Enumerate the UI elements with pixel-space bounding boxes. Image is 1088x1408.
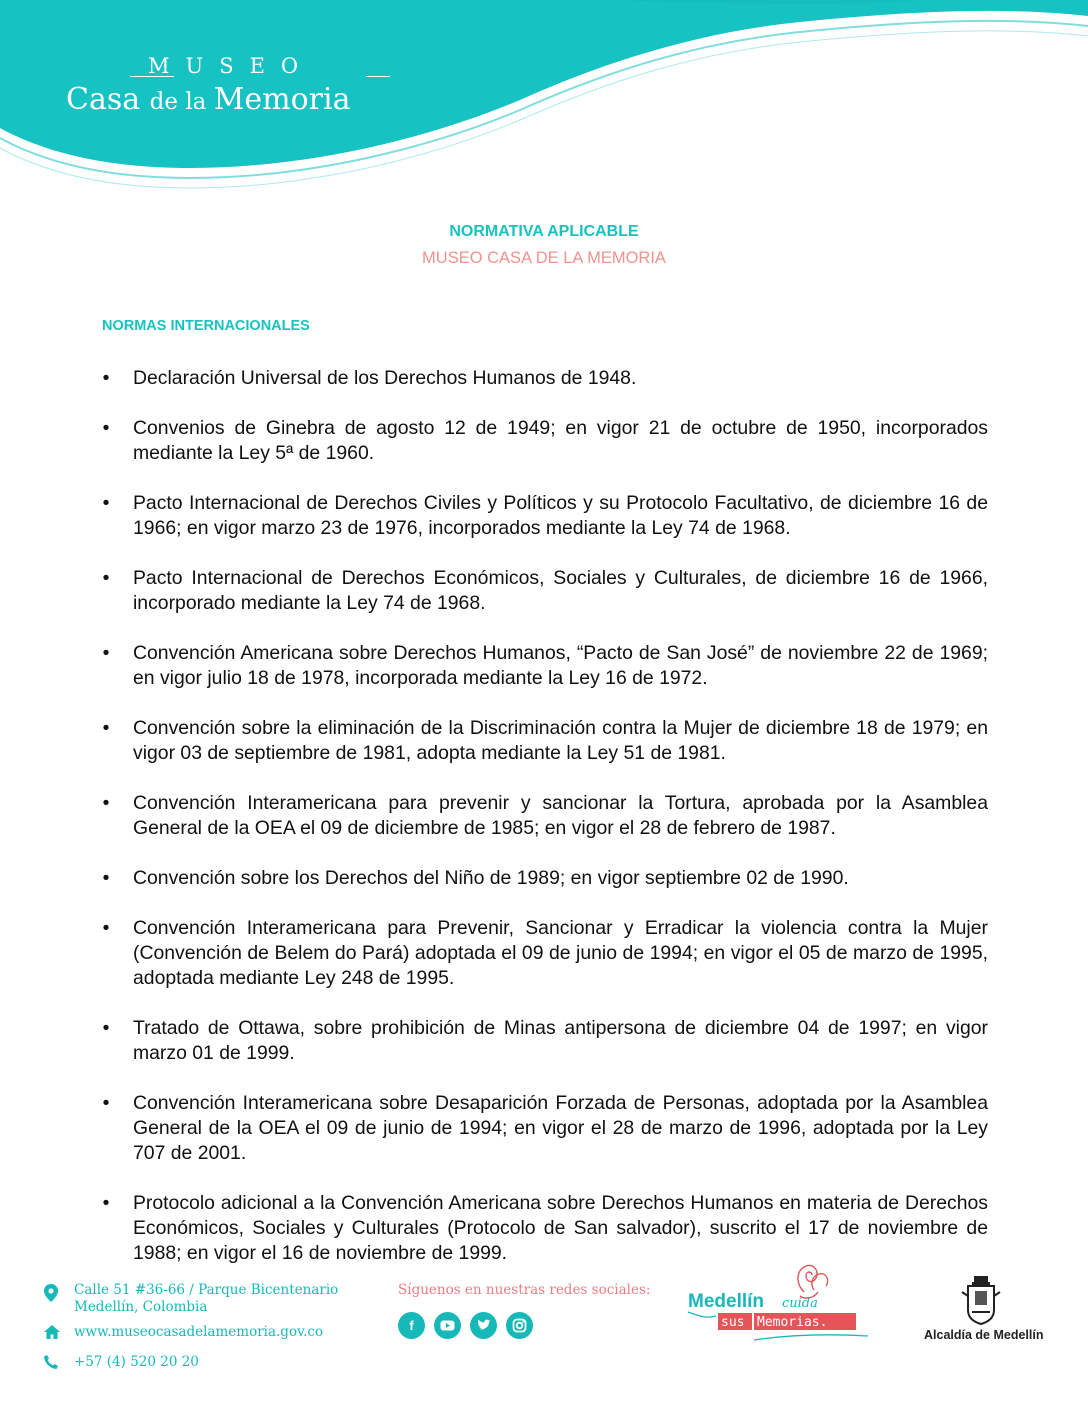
logo-main-casa: Casa [66,82,150,117]
address-line-1: Calle 51 #36-66 / Parque Bicentenario [74,1282,339,1298]
list-item [100,716,988,766]
coat-of-arms-icon [958,1276,1004,1326]
list-item-text: Convención sobre la eliminación de la Discriminación contra la Mujer de diciembre 18 de 1979; en vigor 03 de septiembre de 1981, adopta mediante la Ley 51 de 1981. [133,717,988,764]
list-item-text: Convención sobre los Derechos del Niño de 1989; en vigor septiembre 02 de 1990. [133,867,849,889]
list-item-text: Convención Interamericana para Prevenir, Sancionar y Erradicar la violencia contra la Mujer (Convención de Belem do Pará) adoptada el 09 de junio de 1994; en vigor el 05 de marzo de 1995, adoptada mediante Ley 248 de 1995. [133,917,988,989]
logo-main-de-la: de la [149,89,214,115]
list-item-text: Convención Americana sobre Derechos Humanos, “Pacto de San José” de noviembre 22 de 1969; en vigor julio 18 de 1978, incorporada mediante la Ley 16 de 1972. [133,642,988,689]
bullet-icon: • [102,792,110,814]
bullet-icon: • [102,917,110,939]
page-footer [0,1262,1088,1408]
bullet-icon: • [102,867,110,889]
list-item-text: Convención Interamericana para prevenir y sancionar la Tortura, aprobada por la Asamblea General de la OEA el 09 de diciembre de 1985; en vigor el 28 de febrero de 1987. [133,792,988,839]
alcaldia-name: Alcaldía de Medellín [924,1328,1044,1342]
list-item [100,866,988,891]
list-item [100,916,988,991]
twitter-icon[interactable] [470,1312,497,1339]
list-item-text: Protocolo adicional a la Convención Americana sobre Derechos Humanos en materia de Derechos Económicos, Sociales y Culturales (Protocolo de San salvador), suscrito el 17 de noviembre de 1988; en vigor el 16 de noviembre de 1999. [133,1192,988,1264]
section-heading: NORMAS INTERNACIONALES [102,318,310,334]
list-item-text: Pacto Internacional de Derechos Económicos, Sociales y Culturales, de diciembre 16 de 1966, incorporado mediante la Ley 74 de 1968. [133,567,988,614]
list-item [100,1191,988,1266]
bullet-icon: • [102,1092,110,1114]
phone-number: +57 (4) 520 20 20 [74,1354,199,1370]
bullet-icon: • [102,417,110,439]
bullet-icon: • [102,1192,110,1214]
logo-main-memoria: Memoria [213,82,351,117]
bullet-icon: • [102,1017,110,1039]
campaign-cuida: cuida [782,1296,818,1311]
bullet-icon: • [102,567,110,589]
website-link[interactable]: www.museocasadelamemoria.gov.co [74,1324,324,1340]
list-item [100,366,988,391]
document-subtitle: MUSEO CASA DE LA MEMORIA [422,249,666,267]
youtube-icon[interactable] [434,1312,461,1339]
norms-list [100,366,988,1291]
bullet-icon: • [102,717,110,739]
bullet-icon: • [102,642,110,664]
phone-icon [44,1355,58,1369]
list-item [100,791,988,841]
list-item [100,491,988,541]
list-item-text: Convención Interamericana sobre Desaparición Forzada de Personas, adoptada por la Asamblea General de la OEA el 09 de junio de 1994; en vigor el 28 de marzo de 1996, adoptada por la Ley 707 de 2001. [133,1092,988,1164]
list-item [100,1016,988,1066]
address-line-2: Medellín, Colombia [74,1299,208,1315]
list-item [100,641,988,691]
campaign-sus: sus [721,1315,745,1330]
medellin-cuida-memorias-logo [684,1262,884,1352]
list-item-text: Declaración Universal de los Derechos Humanos de 1948. [133,367,637,389]
document-title: NORMATIVA APLICABLE [449,223,639,240]
instagram-icon[interactable] [506,1312,533,1339]
campaign-medellin: Medellín [688,1291,765,1312]
list-item-text: Convenios de Ginebra de agosto 12 de 1949; en vigor 21 de octubre de 1950, incorporados mediante la Ley 5ª de 1960. [133,417,988,464]
list-item [100,416,988,466]
list-item-text: Tratado de Ottawa, sobre prohibición de Minas antipersona de diciembre 04 de 1997; en vigor marzo 01 de 1999. [133,1017,988,1064]
logo-top-text: MUSEO [148,54,315,78]
bullet-icon: • [102,492,110,514]
location-pin-icon [44,1284,58,1302]
facebook-icon[interactable]: f [398,1312,425,1339]
list-item [100,566,988,616]
list-item-text: Pacto Internacional de Derechos Civiles y Políticos y su Protocolo Facultativo, de diciembre 16 de 1966; en vigor marzo 23 de 1976, incorporados mediante la Ley 74 de 1968. [133,492,988,539]
home-icon [44,1325,60,1339]
list-item [100,1091,988,1166]
campaign-memorias: Memorias. [757,1315,828,1330]
logo-main-text [66,82,351,117]
logo-rule-right [366,76,390,77]
bullet-icon: • [102,367,110,389]
social-title: Síguenos en nuestras redes sociales: [398,1282,651,1298]
